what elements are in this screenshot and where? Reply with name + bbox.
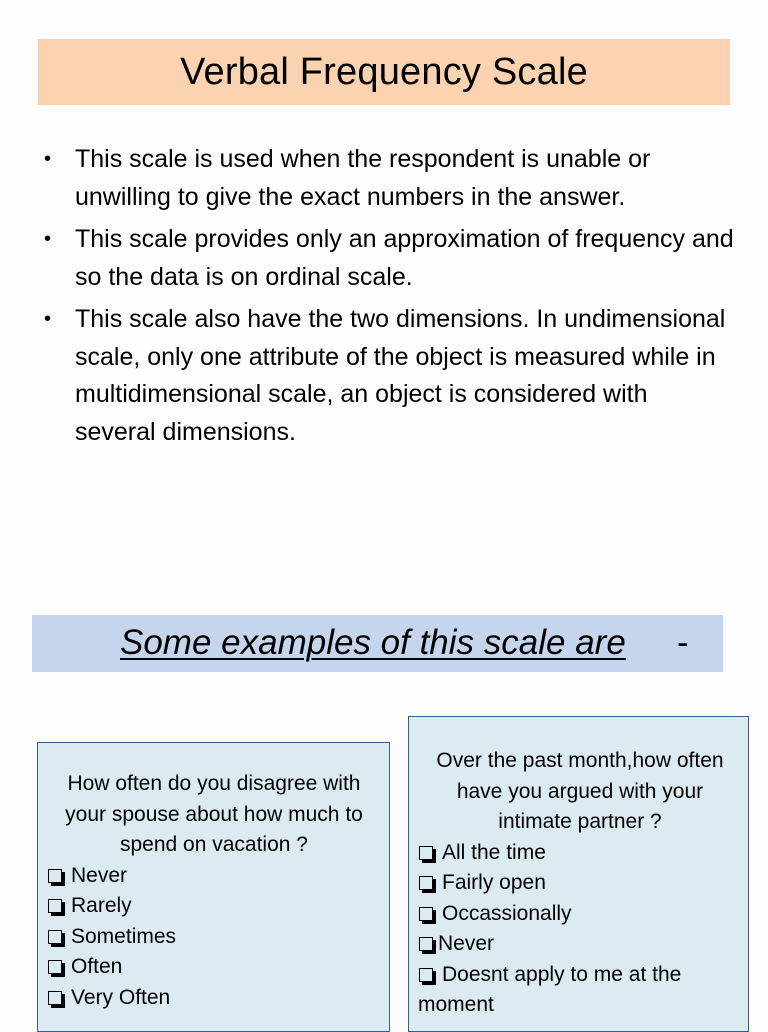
bullet-item (44, 141, 734, 216)
bullet-text: This scale also have the two dimensions. In undimensional scale, only one attribute of the object is measured while in multidimensional scale, an object is considered with several dimensions. (75, 305, 726, 446)
checkbox-icon[interactable] (48, 930, 62, 944)
checkbox-icon[interactable] (48, 869, 62, 883)
option-item[interactable] (418, 868, 742, 899)
bullet-icon: • (44, 228, 52, 250)
example-box-left (37, 742, 390, 1032)
bullet-item (44, 301, 734, 451)
checkbox-icon[interactable] (419, 876, 433, 890)
option-item[interactable] (418, 838, 742, 869)
option-item[interactable] (47, 922, 381, 953)
option-list (47, 861, 381, 1014)
option-label: Rarely (71, 894, 132, 917)
examples-banner (32, 615, 723, 672)
option-label: Occassionally (442, 901, 572, 925)
title-banner (38, 39, 730, 105)
option-item[interactable] (47, 861, 381, 892)
bullet-list (44, 141, 734, 456)
page-title: Verbal Frequency Scale (180, 50, 588, 93)
option-item[interactable] (47, 891, 381, 922)
bullet-text: This scale is used when the respondent is unable or unwilling to give the exact numbers in the answer. (75, 145, 651, 211)
option-label: Often (71, 955, 123, 978)
option-label: Fairly open (442, 871, 546, 894)
example-question: Over the past month,how often have you argued with your intimate partner ? (436, 749, 724, 833)
option-list (418, 838, 742, 1021)
option-item[interactable] (418, 899, 742, 930)
checkbox-icon[interactable] (419, 846, 433, 860)
bullet-text: This scale provides only an approximation of frequency and so the data is on ordinal scale. (75, 225, 734, 291)
checkbox-icon[interactable] (419, 907, 433, 921)
checkbox-icon[interactable] (48, 960, 62, 974)
examples-dash: - (677, 623, 689, 662)
checkbox-icon[interactable] (48, 899, 62, 913)
option-item[interactable] (418, 929, 742, 960)
bullet-icon: • (44, 308, 52, 330)
checkbox-icon[interactable] (48, 991, 62, 1005)
option-label: Never (438, 932, 495, 955)
option-item[interactable] (47, 983, 381, 1014)
option-label: Doesnt apply to me at the moment (418, 962, 682, 1016)
bullet-icon: • (44, 148, 52, 170)
option-item[interactable] (47, 952, 381, 983)
example-box-right (408, 716, 749, 1032)
examples-heading: Some examples of this scale are (120, 623, 626, 662)
option-label: Never (71, 863, 128, 887)
option-label: All the time (442, 840, 546, 864)
bullet-item (44, 221, 734, 296)
option-label: Sometimes (71, 924, 177, 948)
example-question: How often do you disagree with your spouse about how much to spend on vacation ? (65, 772, 363, 856)
checkbox-icon[interactable] (419, 937, 433, 951)
option-item[interactable] (418, 960, 742, 1021)
option-label: Very Often (71, 985, 171, 1009)
checkbox-icon[interactable] (419, 968, 433, 982)
